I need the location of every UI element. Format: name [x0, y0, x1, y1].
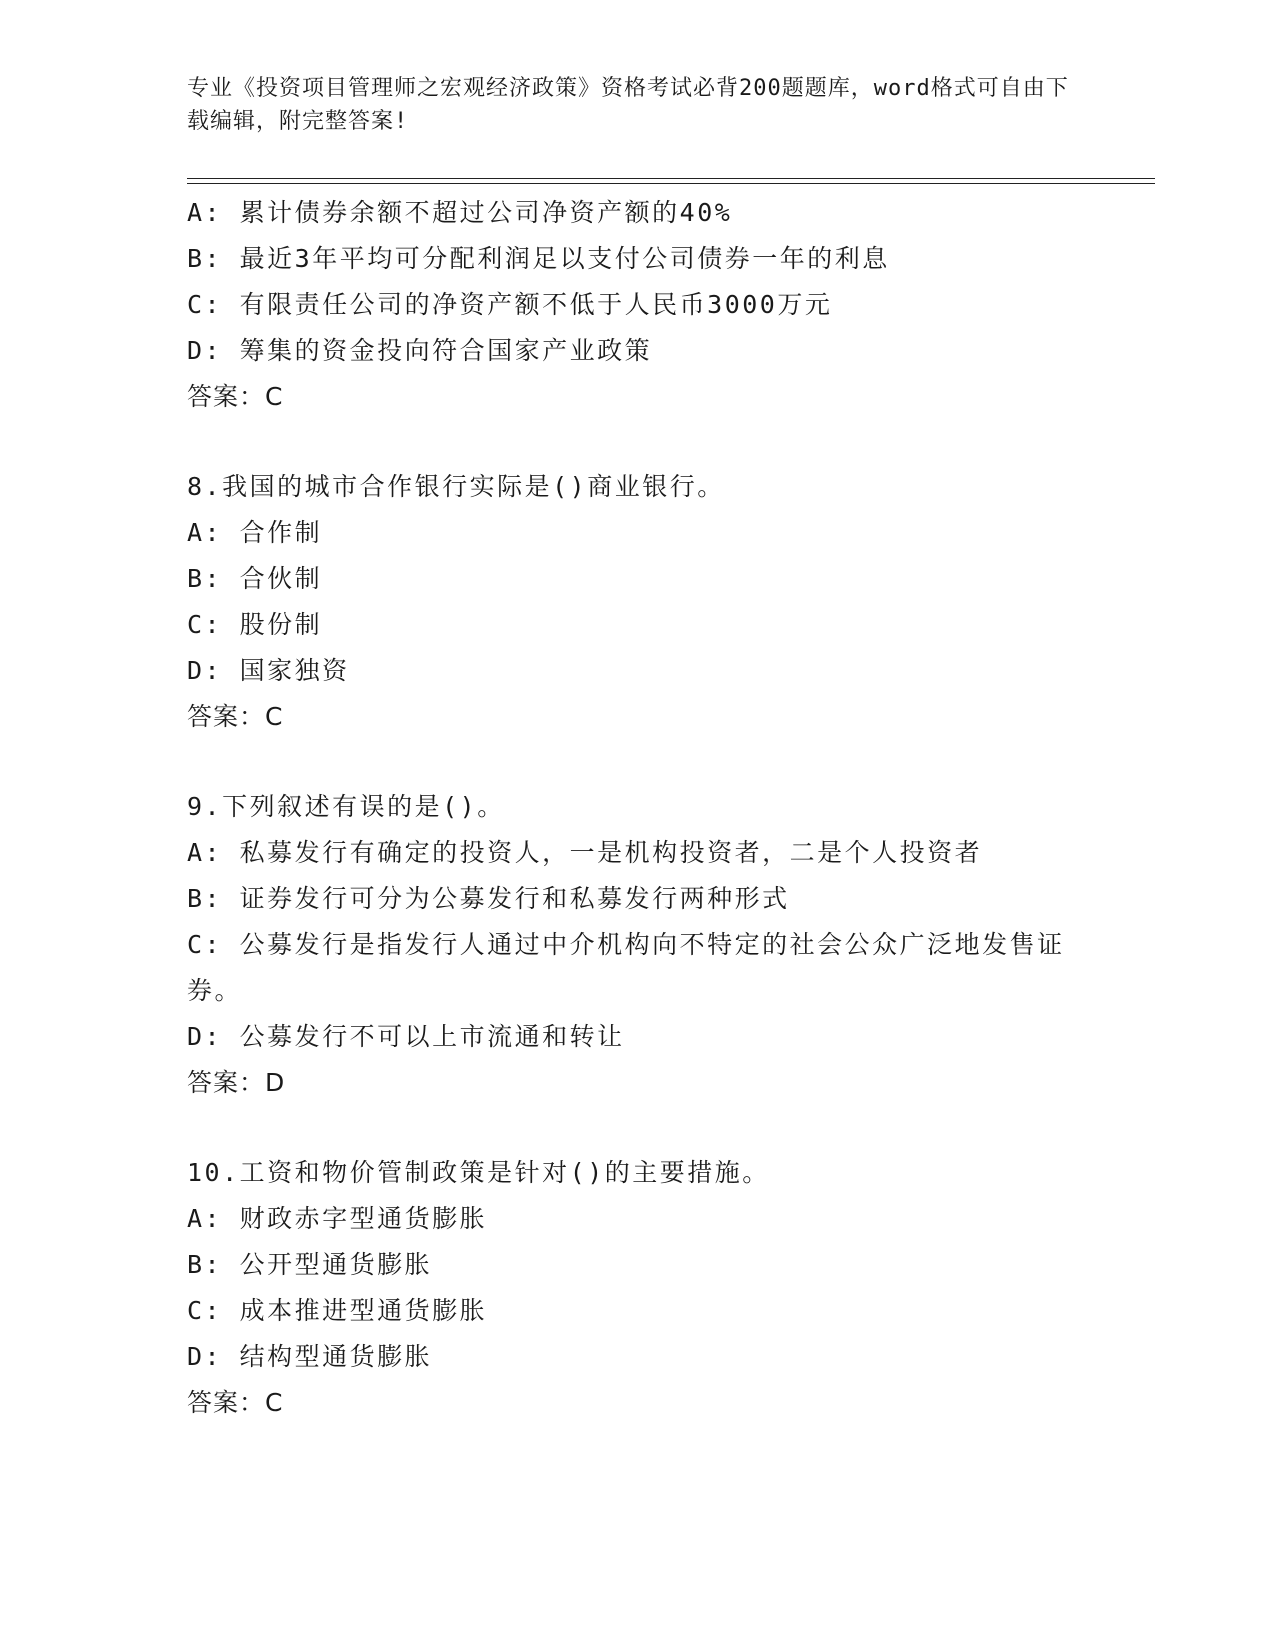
option-a: A: 累计债券余额不超过公司净资产额的40%: [187, 198, 733, 227]
header-divider-top: [187, 178, 1155, 179]
answer: 答案：C: [187, 382, 284, 411]
option-c: C: 有限责任公司的净资产额不低于人民币3000万元: [187, 290, 833, 319]
document-title: 专业《投资项目管理师之宏观经济政策》资格考试必背200题题库，word格式可自由下载编辑，附完整答案!: [187, 76, 1069, 134]
question-stem: 10.工资和物价管制政策是针对()的主要措施。: [187, 1158, 770, 1187]
option-c: C: 公募发行是指发行人通过中介机构向不特定的社会公众广泛地发售证券。: [187, 930, 1065, 1005]
question-stem: 9.下列叙述有误的是()。: [187, 792, 505, 821]
option-b: B: 最近3年平均可分配利润足以支付公司债券一年的利息: [187, 244, 890, 273]
option-a: A: 财政赤字型通货膨胀: [187, 1204, 488, 1233]
option-c: C: 股份制: [187, 610, 323, 639]
question-block-7: [187, 190, 1087, 420]
option-b: B: 合伙制: [187, 564, 323, 593]
option-d: D: 筹集的资金投向符合国家产业政策: [187, 336, 653, 365]
document-header: [187, 72, 1087, 138]
option-b: B: 公开型通货膨胀: [187, 1250, 433, 1279]
answer: 答案：C: [187, 702, 284, 731]
option-b: B: 证券发行可分为公募发行和私募发行两种形式: [187, 884, 790, 913]
question-block-10: [187, 1150, 1087, 1426]
header-divider-bottom: [187, 183, 1155, 184]
option-d: D: 公募发行不可以上市流通和转让: [187, 1022, 625, 1051]
option-c: C: 成本推进型通货膨胀: [187, 1296, 488, 1325]
question-stem: 8.我国的城市合作银行实际是()商业银行。: [187, 472, 725, 501]
option-a: A: 合作制: [187, 518, 323, 547]
option-a: A: 私募发行有确定的投资人，一是机构投资者，二是个人投资者: [187, 838, 983, 867]
answer: 答案：D: [187, 1068, 286, 1097]
question-block-9: [187, 784, 1087, 1106]
question-list: [187, 190, 1087, 1470]
question-block-8: [187, 464, 1087, 740]
option-d: D: 结构型通货膨胀: [187, 1342, 433, 1371]
option-d: D: 国家独资: [187, 656, 350, 685]
answer: 答案：C: [187, 1388, 284, 1417]
